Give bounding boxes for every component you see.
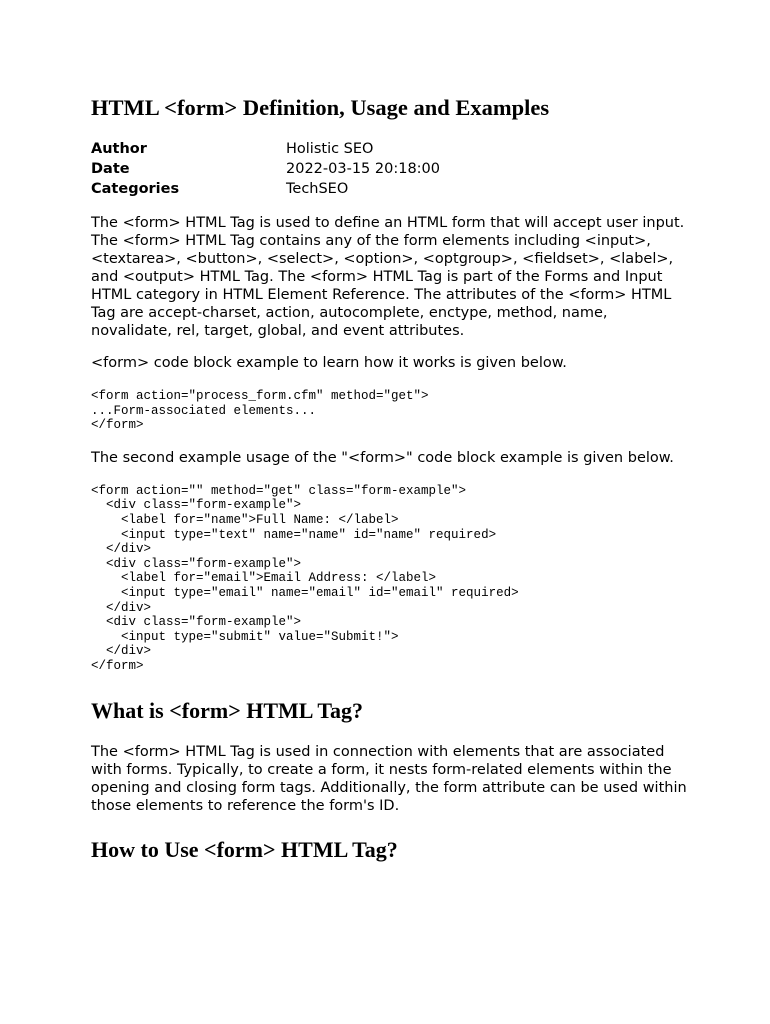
meta-value: TechSEO <box>286 181 349 197</box>
meta-key: Date <box>91 161 130 177</box>
what-paragraph: The <form> HTML Tag is used in connection with elements that are associated with forms. Typically, to create a form, it nests form-related elements within the opening and closing form tags. Additionally, the form attribute can be used within those elements to reference the form's ID. <box>91 743 687 814</box>
section-heading-what: What is <form> HTML Tag? <box>91 697 363 723</box>
meta-key: Categories <box>91 181 180 197</box>
code-intro-paragraph: <form> code block example to learn how it works is given below. <box>91 355 567 371</box>
code-block-1: <form action="process_form.cfm" method="get"> ...Form-associated elements... </form> <box>91 389 429 433</box>
article-meta <box>91 139 691 199</box>
meta-value: Holistic SEO <box>286 141 374 157</box>
page-title: HTML <form> Definition, Usage and Examples <box>91 95 550 120</box>
meta-row-author <box>91 139 691 159</box>
section-heading-how: How to Use <form> HTML Tag? <box>91 836 398 862</box>
meta-row-date <box>91 159 691 179</box>
meta-row-categories <box>91 179 691 199</box>
second-example-paragraph: The second example usage of the "<form>" code block example is given below. <box>91 449 674 466</box>
meta-key: Author <box>91 141 147 157</box>
intro-paragraph: The <form> HTML Tag is used to define an HTML form that will accept user input. The <form> HTML Tag contains any of the form elements including <input>, <textarea>, <button>, <select>, <option>, <optgroup>, <fieldset>, <label>, and <output> HTML Tag. The <form> HTML Tag is part of the Forms and Input HTML category in HTML Element Reference. The attributes of the <form> HTML Tag are accept-charset, action, autocomplete, enctype, method, name, novalidate, rel, target, global, and event attributes. <box>91 215 685 339</box>
code-block-2: <form action="" method="get" class="form-example"> <div class="form-example"> <label for="name">Full Name: </label> <input type="text" name="name" id="name" required> </div> <div class="form-example"> <label for="email">Email Address: </label> <input type="email" name="email" id="email" required> </div> <div class="form-example"> <input type="submit" value="Submit!"> </div> </form> <box>91 483 519 673</box>
article <box>91 92 691 865</box>
meta-value: 2022-03-15 20:18:00 <box>286 161 440 177</box>
